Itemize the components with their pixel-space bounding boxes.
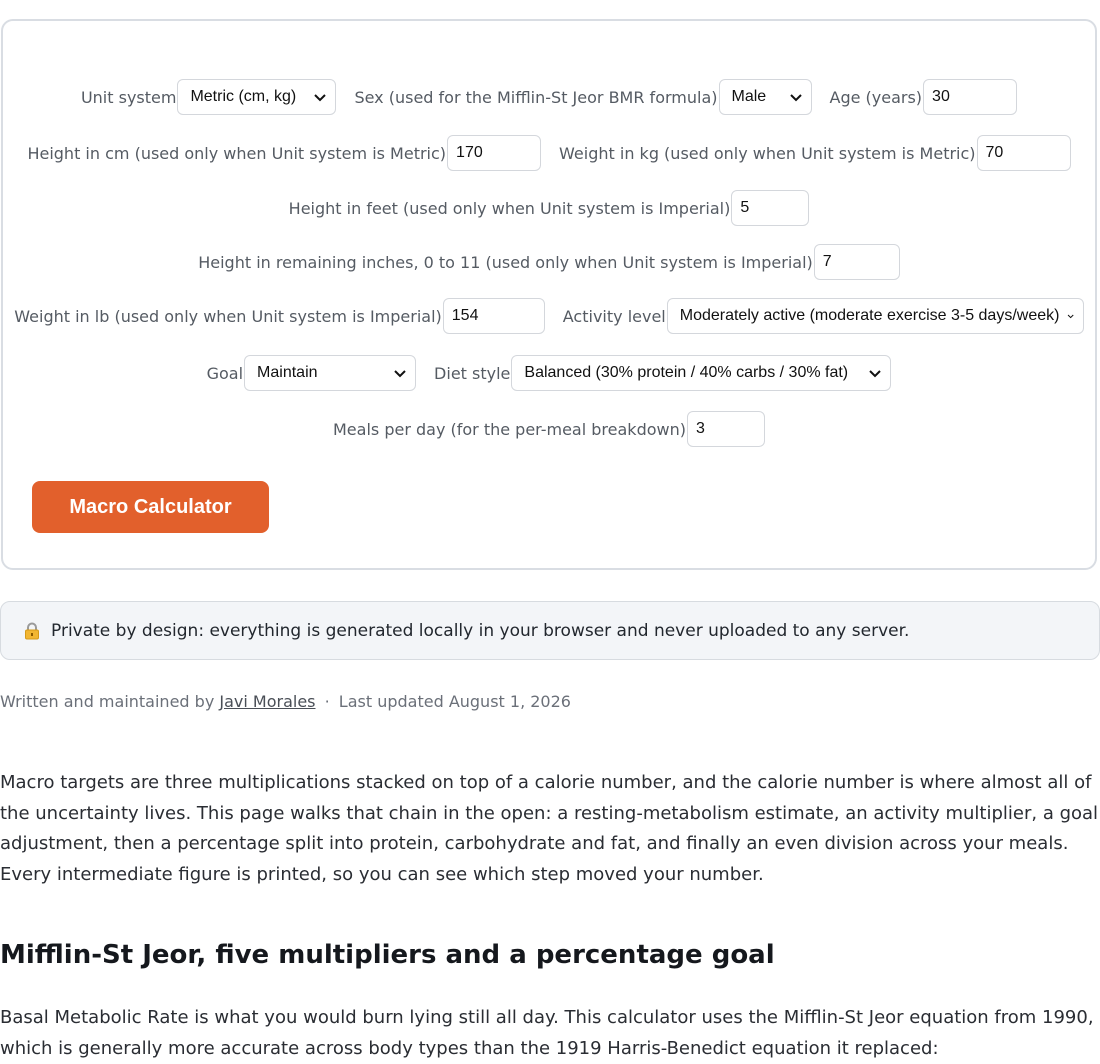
sex-field	[354, 79, 811, 115]
form-row-7	[3, 411, 1095, 447]
lock-icon	[23, 622, 41, 640]
activity-label: Activity level	[562, 306, 666, 326]
unit-system-value: Metric (cm, kg)	[190, 88, 297, 105]
height-in-label: Height in remaining inches, 0 to 11 (used only when Unit system is Imperial)	[198, 252, 813, 272]
form-row-6	[3, 355, 1095, 391]
goal-label: Goal	[206, 363, 244, 383]
height-cm-field	[27, 135, 541, 171]
chevron-down-icon	[868, 366, 882, 380]
calculator-card	[1, 19, 1097, 570]
activity-select[interactable]	[667, 298, 1084, 334]
diet-label: Diet style	[434, 363, 511, 383]
macro-calculator-button[interactable]: Macro Calculator	[32, 481, 269, 533]
goal-value: Maintain	[257, 364, 318, 381]
intro-text: Macro targets are three multiplications stacked on top of a calorie number, and the calorie number is where almost all of the uncertainty lives. This page walks that chain in the open: a resting-metabolism estimate, an activity multiplier, a goal adjustment, then a percentage split into protein, carbohydrate and fat, and finally an even division across your meals. Every intermediate figure is printed, so you can see which step moved your number.	[0, 772, 1099, 885]
activity-value: Moderately active (moderate exercise 3-5 days/week)	[679, 307, 1060, 324]
height-ft-input[interactable]: 5	[731, 190, 809, 226]
form-row-2	[3, 135, 1095, 171]
chevron-down-icon	[1067, 309, 1074, 323]
unit-system-field	[81, 79, 337, 115]
height-cm-label: Height in cm (used only when Unit system is Metric)	[27, 143, 447, 163]
height-ft-field	[289, 190, 810, 226]
unit-system-select[interactable]	[177, 79, 336, 115]
section-heading: Mifflin-St Jeor, five multipliers and a percentage goal	[0, 940, 775, 970]
chevron-down-icon	[313, 90, 327, 104]
byline-prefix: Written and maintained by	[0, 692, 215, 711]
last-updated: Last updated August 1, 2026	[338, 692, 571, 711]
age-field	[830, 79, 1018, 115]
goal-select[interactable]	[244, 355, 416, 391]
byline-separator: ·	[324, 692, 330, 711]
form-row-1	[3, 79, 1095, 115]
sex-label: Sex (used for the Mifflin-St Jeor BMR formula)	[354, 87, 718, 107]
privacy-notice	[0, 601, 1100, 660]
weight-lb-input[interactable]: 154	[443, 298, 545, 334]
sex-value: Male	[731, 88, 767, 105]
age-label: Age (years)	[829, 87, 923, 107]
goal-field	[207, 355, 416, 391]
byline	[0, 692, 571, 711]
meals-label: Meals per day (for the per-meal breakdown)	[333, 419, 686, 439]
weight-lb-label: Weight in lb (used only when Unit system is Imperial)	[14, 306, 442, 326]
diet-select[interactable]	[511, 355, 891, 391]
section-paragraph: Basal Metabolic Rate is what you would burn lying still all day. This calculator uses the Mifflin-St Jeor equation from 1990, which is generally more accurate across body types than the 1919 Harris-Benedict equation it replaced:	[0, 1007, 1094, 1059]
form-row-4	[3, 244, 1095, 280]
weight-lb-field	[14, 298, 545, 334]
sex-select[interactable]	[719, 79, 812, 115]
weight-kg-label: Weight in kg (used only when Unit system is Metric)	[559, 143, 976, 163]
diet-field	[434, 355, 891, 391]
meals-field	[333, 411, 765, 447]
diet-value: Balanced (30% protein / 40% carbs / 30% fat)	[524, 364, 849, 381]
unit-system-label: Unit system	[80, 87, 177, 107]
weight-kg-input[interactable]: 70	[977, 135, 1071, 171]
form-row-3	[3, 190, 1095, 226]
intro-paragraph	[0, 768, 1100, 890]
privacy-text: Private by design: everything is generated locally in your browser and never uploaded to any server.	[51, 620, 910, 641]
meals-input[interactable]: 3	[687, 411, 765, 447]
weight-kg-field	[559, 135, 1070, 171]
form-row-5	[3, 298, 1095, 334]
chevron-down-icon	[393, 366, 407, 380]
author-link[interactable]: Javi Morales	[219, 692, 316, 711]
chevron-down-icon	[789, 90, 803, 104]
age-input[interactable]: 30	[923, 79, 1017, 115]
height-in-field	[198, 244, 900, 280]
height-cm-input[interactable]: 170	[447, 135, 541, 171]
activity-field	[563, 298, 1084, 334]
height-in-input[interactable]: 7	[814, 244, 900, 280]
height-ft-label: Height in feet (used only when Unit system is Imperial)	[288, 198, 731, 218]
